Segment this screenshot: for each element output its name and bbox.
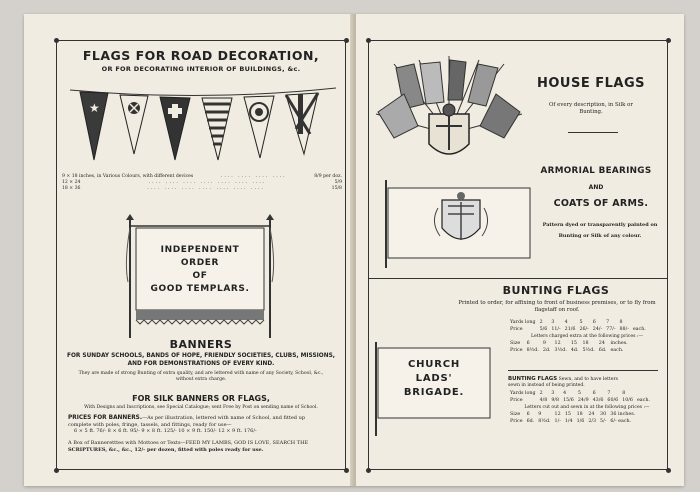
price-row: 18 × 36 .... .... .... .... .... .... .... 15/8 <box>62 186 342 191</box>
bunting-flags-heading: BUNTING FLAGS <box>502 284 610 297</box>
sewn-bunting-price-table <box>508 376 666 425</box>
templars-banner-text: INDEPENDENT ORDER OF GOOD TEMPLARS. <box>150 245 250 294</box>
armorial-flag-illustration <box>380 178 540 270</box>
silk-banners-heading: FOR SILK BANNERS OR FLAGS, <box>132 394 270 403</box>
bunting-flags-description: Printed to order, for affixing to front of business premises, or to fly from flagstaff on roof. <box>458 300 656 313</box>
armorial-heading: ARMORIAL BEARINGS <box>540 166 652 176</box>
pennant-flags-illustration <box>68 74 338 174</box>
pennant-price-list <box>62 174 342 192</box>
corner-ornament <box>54 468 59 473</box>
bannerettes-note: A Box of Banneretttes with Mottoes or Texts—FEED MY LAMBS, GOD IS LOVE, SEARCH THE SCRIPTURES, &c., &c., 12/- per dozen, fitted with poles ready for use. <box>68 440 309 453</box>
table-row: Size 6 9 12 15 18 24 30 36 inches. <box>510 412 636 418</box>
banners-heading: BANNERS <box>169 338 233 351</box>
corner-ornament <box>666 468 671 473</box>
corner-ornament <box>344 38 349 43</box>
pennant-cross <box>160 97 190 160</box>
bunting-price-table <box>508 320 666 354</box>
banners-subheading: FOR SUNDAY SCHOOLS, BANDS OF HOPE, FRIENDLY SOCIETIES, CLUBS, MISSIONS, AND FOR DEMONSTRATIONS OF EVERY KIND. <box>67 353 335 367</box>
corner-ornament <box>54 38 59 43</box>
svg-text:★: ★ <box>89 101 100 115</box>
table-row: Yards long 2 3 4 5 6 7 8 <box>510 391 626 396</box>
table-row: Price 5/6 11/- 21/6 26/- 24/- 77/- 88/- each. <box>510 326 646 332</box>
divider <box>568 132 618 133</box>
banners-description: They are made of strong Bunting of extra quality, and are lettered with name of any Society, School, &c., without extra charge. <box>78 371 324 382</box>
corner-ornament <box>366 468 371 473</box>
pennant-roundel <box>244 96 274 158</box>
price-row: 9 × 18 inches, in Various Colours, with different devices .... .... .... .... 8/9 per doz. <box>62 174 342 179</box>
corner-ornament <box>344 468 349 473</box>
pennant-stripes <box>202 98 232 160</box>
open-book <box>24 14 684 486</box>
letters-note: Letters cut out and sewn in at the following prices :— <box>524 405 650 411</box>
silk-banners-note: With Designs and Inscriptions, see Special Catalogue; sent Free by Post on sending name of School. <box>84 405 318 410</box>
page-subtitle: OR FOR DECORATING INTERIOR OF BUILDINGS, &c. <box>101 65 301 73</box>
pennant-star <box>80 92 108 160</box>
table-row: Price 6d. 8½d. 1/- 1/4 1/6 2/3 5/- 6/- each. <box>510 418 632 424</box>
armorial-description: Pattern dyed or transparently painted on Bunting or Silk of any colour. <box>542 222 658 239</box>
pennant-saltire <box>120 95 148 154</box>
sewn-bunting-note: BUNTING FLAGS Sewn, and to have letters sewn in instead of being printed. <box>508 376 619 388</box>
corner-ornament <box>666 38 671 43</box>
divider <box>368 278 668 279</box>
armorial-and: AND <box>588 184 604 191</box>
flag-trophy-illustration <box>374 54 524 174</box>
coats-of-arms-heading: COATS OF ARMS. <box>553 198 649 209</box>
price-row: 12 × 24 .... .... .... .... .... .... .... 5/9 <box>62 180 342 185</box>
church-brigade-text: CHURCH LADS' BRIGADE. <box>403 359 465 398</box>
letters-note: Letters charged extra at the following prices :— <box>530 334 644 340</box>
house-flags-heading: HOUSE FLAGS <box>536 76 645 91</box>
banner-prices: PRICES FOR BANNERS.—As per illustration, lettered with name of School, and fitted up complete with poles, fringe, tassels, and fittings, ready for use— 6 × 5 ft. 76/- 8 × 6 ft. 95/- 9 × 8 ft. 125/- 10 × 9 ft. 150/- 12 × 9 ft. 176/- <box>68 415 306 434</box>
divider <box>508 370 658 371</box>
table-row: Price 8½d. 2d. 3½d. 4d. 5½d. 6d. each. <box>510 347 624 353</box>
table-row: Yards long 2 3 4 5 6 7 8 <box>510 320 623 325</box>
page-title: FLAGS FOR ROAD DECORATION, <box>82 48 320 63</box>
table-row: Price 4/8 9/8 15/6 24/9 43/6 60/6 10/6 each. <box>510 397 650 403</box>
house-flags-description: Of every description, in Silk or Bunting. <box>549 102 633 115</box>
left-page <box>24 14 354 486</box>
right-page <box>356 14 684 486</box>
pennant-union <box>286 93 318 154</box>
table-row: Size 6 9 12 15 18 24 inches. <box>510 341 628 347</box>
corner-ornament <box>366 38 371 43</box>
